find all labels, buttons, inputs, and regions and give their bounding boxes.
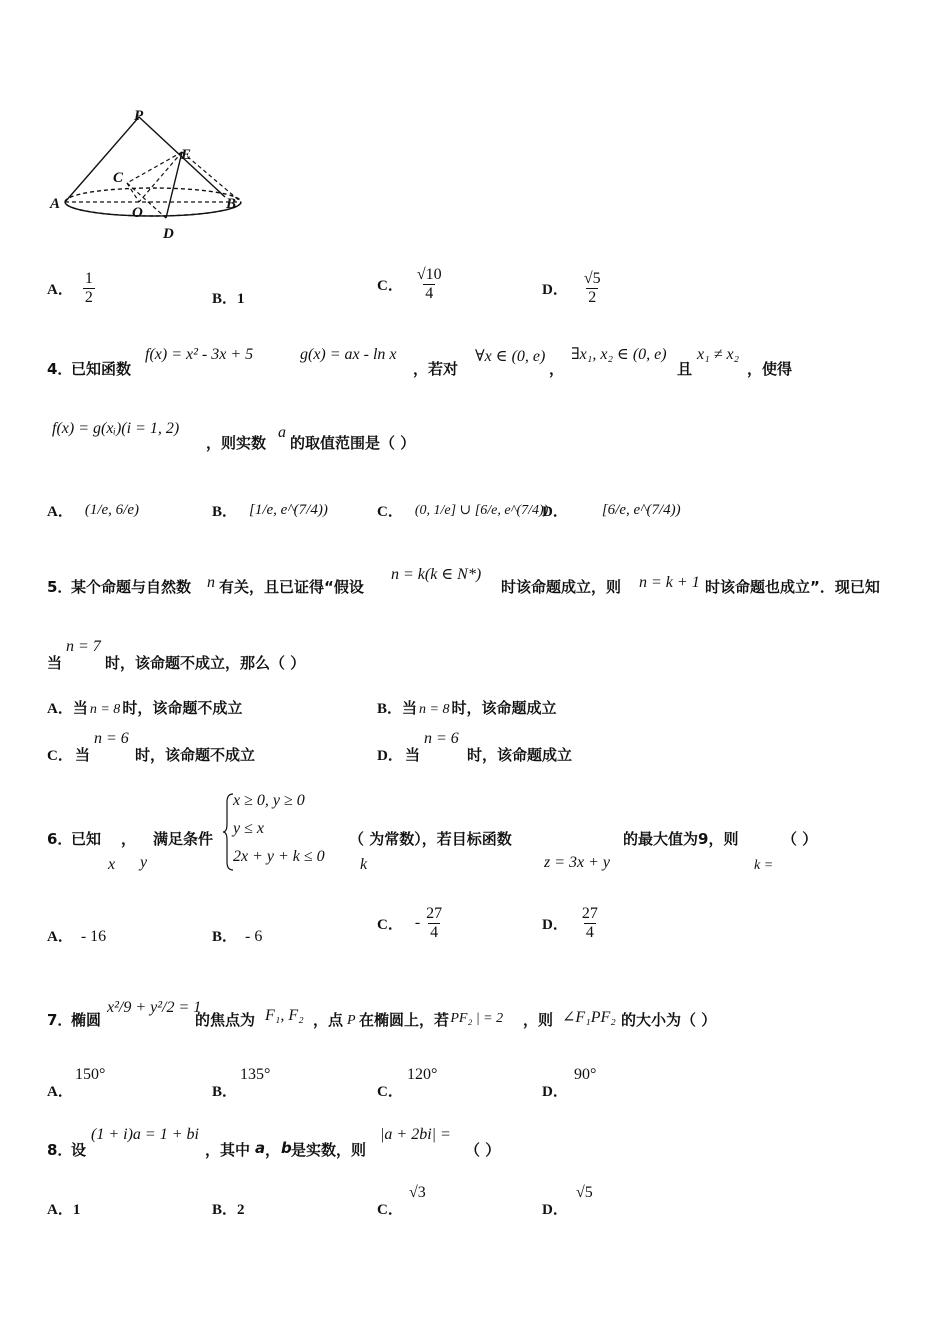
option-value: 1 (72, 1202, 81, 1218)
fraction: $\frac{27}{4}$ (426, 904, 443, 941)
option-math: n = 8 (89, 702, 121, 717)
q4-option-c[interactable] (377, 485, 548, 535)
q3-option-a[interactable] (47, 270, 95, 307)
q4-stem-line2: f(x) = g(xᵢ)(i = 1, 2) ，则实数 a 的取值范围是（ ） (52, 420, 416, 452)
q5-stem-line1: 5． 某个命题与自然数 n 有关，且已证得“假设 n = k(k ∈ N*) 时该命题成立，则 n = k + 1 时该命题也成立”．现已知 (47, 566, 880, 596)
q6-option-c[interactable] (377, 900, 444, 946)
q8-option-d[interactable] (542, 1184, 662, 1220)
label-a: A (50, 196, 61, 212)
option-value: (0, 1/e] ∪ [6/e, e^(7/4)) (414, 502, 549, 518)
option-label: D． (377, 748, 403, 764)
q8-option-c[interactable] (377, 1184, 497, 1220)
option-label: D． (542, 916, 568, 933)
q7-option-b[interactable] (212, 1064, 352, 1100)
q8-option-b[interactable] (212, 1198, 245, 1219)
q8-stem: 8． 设 (1 + i)a = 1 + bi ，其中 a ， b 是实数，则 |a + 2bi| = （ ） (47, 1126, 501, 1159)
option-label: A． (47, 503, 73, 520)
option-value: 120° (407, 1066, 438, 1083)
option-label: A． (47, 1202, 73, 1218)
q3-option-b[interactable] (212, 287, 245, 308)
option-value: - 16 (80, 928, 107, 945)
q3-option-c[interactable] (377, 266, 444, 303)
label-o: O (132, 205, 143, 221)
fraction: $\frac{√5}{2}$ (583, 270, 601, 306)
label-c: C (113, 170, 124, 186)
q6-option-d[interactable] (542, 900, 600, 946)
option-label: C． (377, 278, 403, 294)
option-label: C． (377, 916, 403, 933)
var-x: x (108, 856, 116, 873)
label-e: E (181, 147, 192, 163)
option-value: 2 (237, 1202, 245, 1218)
option-label: D． (542, 1084, 568, 1100)
q5-option-b[interactable]: B． 当 n = 8 时，该命题成立 (377, 699, 557, 717)
q4-option-d[interactable] (542, 485, 681, 535)
label-p: P (134, 108, 144, 124)
option-label: B． (212, 291, 238, 307)
option-value: (1/e, 6/e) (84, 501, 139, 518)
option-value: 90° (574, 1066, 597, 1083)
option-label: B． (377, 701, 403, 717)
option-math: n = 6 (424, 730, 459, 747)
option-label: A． (47, 701, 73, 717)
option-label: D． (542, 503, 568, 520)
q7-option-c[interactable] (377, 1064, 517, 1100)
var-k: k (360, 856, 368, 873)
q4-option-a[interactable] (47, 485, 139, 535)
q4-option-b[interactable] (212, 485, 328, 535)
q6-stem: 6． 已知 ， 满足条件 x y x ≥ 0, y ≥ 0 y ≤ x 2x + y + k ≤ 0 （ 为常数），若目标函数 k z = 3x + y 的最大值为9，则 k = （ ） (47, 792, 818, 873)
option-label: A． (47, 282, 73, 298)
option-value: 1 (237, 291, 245, 307)
q5-option-a[interactable]: A． 当 n = 8 时，该命题不成立 (47, 699, 243, 717)
option-label: B． (212, 929, 238, 945)
q6-option-a[interactable] (47, 925, 106, 946)
label-d: D (163, 226, 174, 242)
option-value: [6/e, e^(7/4)) (601, 501, 681, 518)
option-label: C． (47, 748, 73, 764)
q7-option-d[interactable] (542, 1064, 682, 1100)
option-value: √3 (409, 1184, 426, 1201)
q6-option-b[interactable] (212, 925, 262, 946)
fraction: $\frac{1}{2}$ (84, 270, 93, 306)
option-label: D． (542, 282, 568, 298)
option-label: B． (212, 1084, 238, 1100)
var-y: y (140, 854, 148, 871)
option-value: √5 (576, 1184, 593, 1201)
q8-option-a[interactable] (47, 1198, 80, 1219)
q7-stem: 7． 椭圆 x²/9 + y²/2 = 1 的焦点为 F₁, F₂ ，点 P 在椭圆上，若 | PF₂ | = 2 ，则 ∠F₁PF₂ 的大小为（ ） (47, 999, 717, 1029)
option-label: B． (212, 1202, 238, 1218)
cone-figure (45, 105, 245, 245)
option-label: A． (47, 1084, 73, 1100)
q5-option-c[interactable]: C． 当 n = 6 时，该命题不成立 (47, 730, 256, 764)
q3-option-d[interactable] (542, 270, 603, 307)
option-math: n = 8 (419, 702, 450, 717)
q5-stem-line2: 当 n = 7 时，该命题不成立，那么（ ） (47, 638, 306, 672)
option-sign: - (414, 914, 421, 931)
option-label: C． (377, 503, 403, 520)
option-label: B． (212, 503, 238, 520)
option-label: D． (542, 1202, 568, 1218)
option-label: C． (377, 1202, 403, 1218)
label-b: B (226, 196, 237, 212)
option-value: 150° (75, 1066, 106, 1083)
fraction: $\frac{27}{4}$ (581, 904, 598, 941)
option-label: A． (47, 929, 73, 945)
option-value: [1/e, e^(7/4)) (249, 501, 328, 518)
q7-option-a[interactable] (47, 1064, 187, 1100)
option-math: n = 6 (94, 730, 129, 747)
option-label: C． (377, 1084, 403, 1100)
q5-option-d[interactable]: D． 当 n = 6 时，该命题成立 (377, 730, 573, 764)
option-value: 135° (240, 1066, 271, 1083)
option-value: - 6 (245, 928, 263, 945)
fraction: $\frac{√10}{4}$ (416, 266, 442, 302)
q4-stem-line1: 4． 已知函数 f(x) = x² - 3x + 5 g(x) = ax - ln x ，若对 ∀x ∈ (0, e) ， ∃x₁, x₂ ∈ (0, e) 且 x₁ ≠ x₂ ，使得 (47, 346, 793, 378)
